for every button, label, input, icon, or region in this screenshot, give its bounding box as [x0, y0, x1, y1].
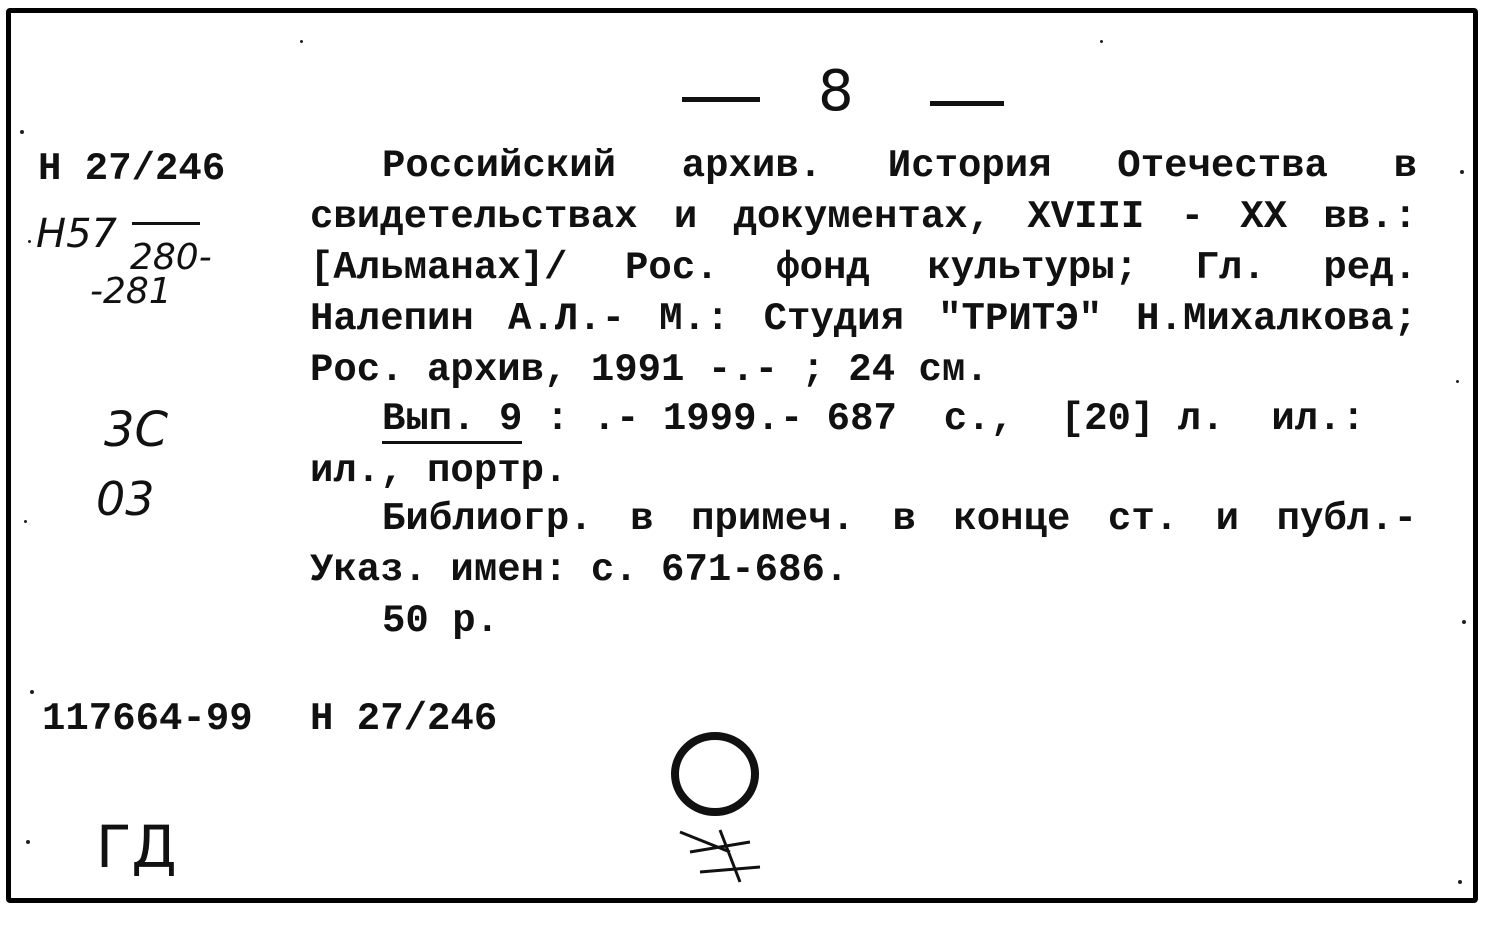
speck — [1458, 880, 1462, 884]
speck — [1100, 40, 1103, 43]
price: 50 р. — [382, 599, 500, 643]
hand-mark-bottom: ГД — [96, 813, 177, 881]
page-number-dash-left — [682, 97, 760, 102]
hand-pages-2: -281 — [90, 271, 172, 312]
bibliography-line-2: Указ. имен: с. 671-686. — [310, 548, 849, 592]
inventory-number: 117664-99 — [42, 697, 253, 741]
entry-line-3: [Альманах]/ Рос. фонд культуры; Гл. ред. — [310, 246, 1417, 290]
hand-pages-1: 280- — [130, 237, 212, 278]
hand-fraction-line — [132, 222, 200, 225]
speck — [300, 40, 303, 43]
speck — [26, 840, 30, 844]
speck — [1456, 380, 1459, 383]
issue-line-2: ил., портр. — [310, 449, 568, 493]
hand-code-top: Н57 — [36, 211, 117, 257]
entry-line-5: Рос. архив, 1991 -.- ; 24 см. — [310, 348, 989, 392]
page-number: 8 — [818, 59, 854, 124]
hand-mark-1: 3С — [104, 402, 169, 458]
shelfmark: Н 27/246 — [38, 147, 226, 191]
scribble-icon — [670, 822, 780, 892]
speck — [30, 690, 34, 694]
entry-line-2: свидетельствах и документах, XVIII - XX вв.: — [310, 195, 1417, 239]
bibliography-line-1: Библиогр. в примеч. в конце ст. и публ.- — [382, 497, 1417, 541]
speck — [24, 520, 27, 523]
speck — [28, 240, 31, 243]
page-number-dash-right — [930, 101, 1004, 106]
inventory-shelfmark: Н 27/246 — [310, 697, 498, 741]
entry-line-1: Российский архив. История Отечества в — [382, 144, 1417, 188]
punch-hole-icon — [668, 730, 764, 820]
speck — [1460, 170, 1464, 174]
speck — [20, 130, 24, 134]
entry-line-4: Налепин А.Л.- М.: Студия "ТРИТЭ" Н.Михалкова; — [310, 297, 1417, 341]
issue-line — [382, 397, 1417, 444]
issue-label: Вып. 9 — [382, 400, 522, 444]
speck — [1462, 620, 1466, 624]
hand-mark-2: 03 — [96, 472, 155, 526]
issue-rest: : .- 1999.- 687 с., [20] л. ил.: — [522, 397, 1365, 441]
